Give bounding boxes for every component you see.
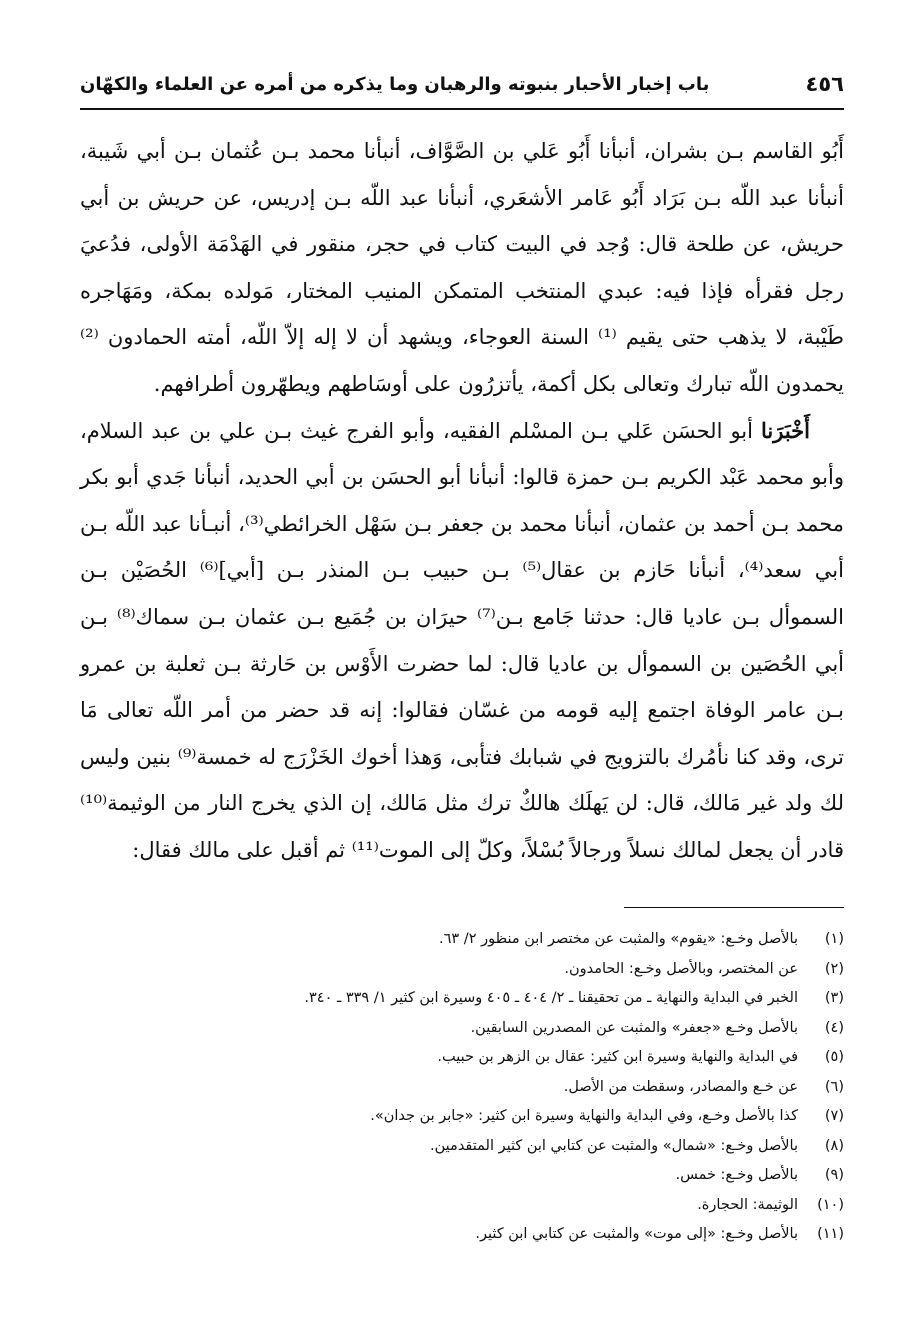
footnote-text: عن خـع والمصادر، وسقطت من الأصل.	[563, 1078, 798, 1095]
footnote-number: (٦)	[824, 1078, 844, 1095]
footnote-text: كذا بالأصل وخـع، وفي البداية والنهاية وسيرة ابن كثير: «جابر بن جدان».	[370, 1108, 798, 1124]
paragraph-2	[80, 408, 844, 874]
footnote-number: (٧)	[824, 1108, 844, 1124]
footnote	[80, 1191, 844, 1221]
footnote	[80, 1102, 844, 1132]
paragraph-1: أَبُو القاسم بـن بشران، أنبأنا أَبُو عَلي بن الصَّوَّاف، أنبأنا محمد بـن عُثمان بـن أبي شَيبة، أنبأنا عبد اللّه بـن بَرَاد أَبُو عَامر الأشعَري، أنبأنا عبد اللّه بـن إدريس، عن حريش بن أبي حريش، عن طلحة قال: وُجد في البيت كتاب في حجر، منقور في الهَدْمَة الأولى، فدُعيَ رجل فقرأه فإذا فيه: عبدي المنتخب المتمكن المنيب المختار، مَولده بمكة، ومَهَاجره طَيْبة، لا يذهب حتى يقيم ⁽¹⁾ السنة العوجاء، ويشهد أن لا إله إلاّ اللّه، أمته الحمادون ⁽²⁾ يحمدون اللّه تبارك وتعالى بكل أكمة، يأتزرُون على أوسَاطهم ويطهّرون أطرافهم.	[80, 139, 844, 396]
footnote-number: (٨)	[824, 1137, 844, 1154]
page-header	[80, 60, 844, 110]
footnote-text: بالأصل وخـع: «شمال» والمثبت عن كتابي ابن كثير المتقدمين.	[430, 1137, 798, 1154]
footnote-divider	[624, 907, 844, 908]
footnote-number: (١٠)	[817, 1196, 844, 1213]
paragraph-2-text: أبو الحسَن عَلي بـن المسْلم الفقيه، وأبو الفرج غيث بـن علي بن عبد السلام، وأبو محمد عَبْد الكريم بـن حمزة قالوا: أنبأنا أبو الحسَن بن أبي الحديد، أنبأنا جَدي أبو بكر محمد بـن أحمد بن عثمان، أنبأنا محمد بن جعفر بـن سَهْل الخرائطي⁽³⁾، أنبـأنا عبد اللّه بـن أبي سعد⁽⁴⁾، أنبأنا حَازم بن عقال⁽⁵⁾ بـن حبيب بـن المنذر بـن [أبي]⁽⁶⁾ الحُصَيْن بـن السموأل بـن عاديا قال: حدثنا جَامع بـن⁽⁷⁾ حيرَان بن جُمَيع بـن عثمان بـن سماك⁽⁸⁾ بـن أبي الحُصَين بن السموأل بن عاديا قال: لما حضرت الأَوْس بن حَارثة بـن ثعلبة بن عمرو بـن عامر الوفاة اجتمع إليه قومه من غسّان فقالوا: إنه قد حضر من أمر اللّه تعالى مَا ترى، وقد كنا نأمُرك بالتزويج في شبابك فتأبى، وَهذا أخوك الخَزْرَج له خمسة⁽⁹⁾ بنين وليس لك ولد غير مَالك، قال: لن يَهلَك هالكٌ ترك مثل مَالك، إن الذي يخرج النار من الوثيمة⁽¹⁰⁾ قادر أن يجعل لمالك نسلاً ورجالاً بُسْلاً، وكلّ إلى الموت⁽¹¹⁾ ثم أقبل على مالك فقال:	[80, 418, 845, 862]
footnote	[80, 955, 844, 985]
running-title: باب إخبار الأحبار بنبوته والرهبان وما يذكره من أمره عن العلماء والكهّان	[80, 73, 710, 95]
footnote-number: (١١)	[817, 1226, 844, 1242]
footnote-text: في البداية والنهاية وسيرة ابن كثير: عقال بن الزهر بن حبيب.	[437, 1049, 798, 1065]
footnote-text: بالأصل وخـع: «إلى موت» والمثبت عن كتابي ابن كثير.	[475, 1226, 798, 1242]
footnote	[80, 1043, 844, 1073]
footnote-number: (١)	[824, 931, 844, 947]
footnote-number: (٩)	[824, 1167, 844, 1183]
footnote-text: بالأصل وخـع: خمس.	[675, 1167, 798, 1183]
footnote	[80, 1132, 844, 1162]
footnote-text: الوثيمة: الحجارة.	[697, 1196, 798, 1213]
footnote-text: بالأصل وخـع: «يقوم» والمثبت عن مختصر ابن منظور ٢/ ٦٣.	[439, 931, 798, 947]
footnote-number: (٢)	[824, 960, 844, 977]
footnote-number: (٤)	[824, 1019, 844, 1036]
paragraph-2-lead-word: أَخْبَرَنا	[761, 417, 810, 443]
footnote-text: الخبر في البداية والنهاية ـ من تحقيقنا ـ ٢/ ٤٠٤ ـ ٤٠٥ وسيرة ابن كثير ١/ ٣٣٩ ـ ٣٤٠.	[304, 990, 798, 1006]
footnote	[80, 1161, 844, 1191]
footnote	[80, 925, 844, 955]
main-text	[80, 128, 844, 874]
footnote	[80, 984, 844, 1014]
footnote-text: بالأصل وخـع «جعفر» والمثبت عن المصدرين السابقين.	[470, 1019, 798, 1036]
footnote	[80, 1073, 844, 1103]
page-number: ٤٥٦	[805, 72, 844, 96]
footnotes-list	[80, 925, 844, 1250]
footnote-text: عن المختصر، وبالأصل وخـع: الحامدون.	[564, 960, 798, 977]
footnote-number: (٣)	[824, 990, 844, 1006]
footnote	[80, 1220, 844, 1250]
footnote	[80, 1014, 844, 1044]
footnote-number: (٥)	[824, 1049, 844, 1065]
